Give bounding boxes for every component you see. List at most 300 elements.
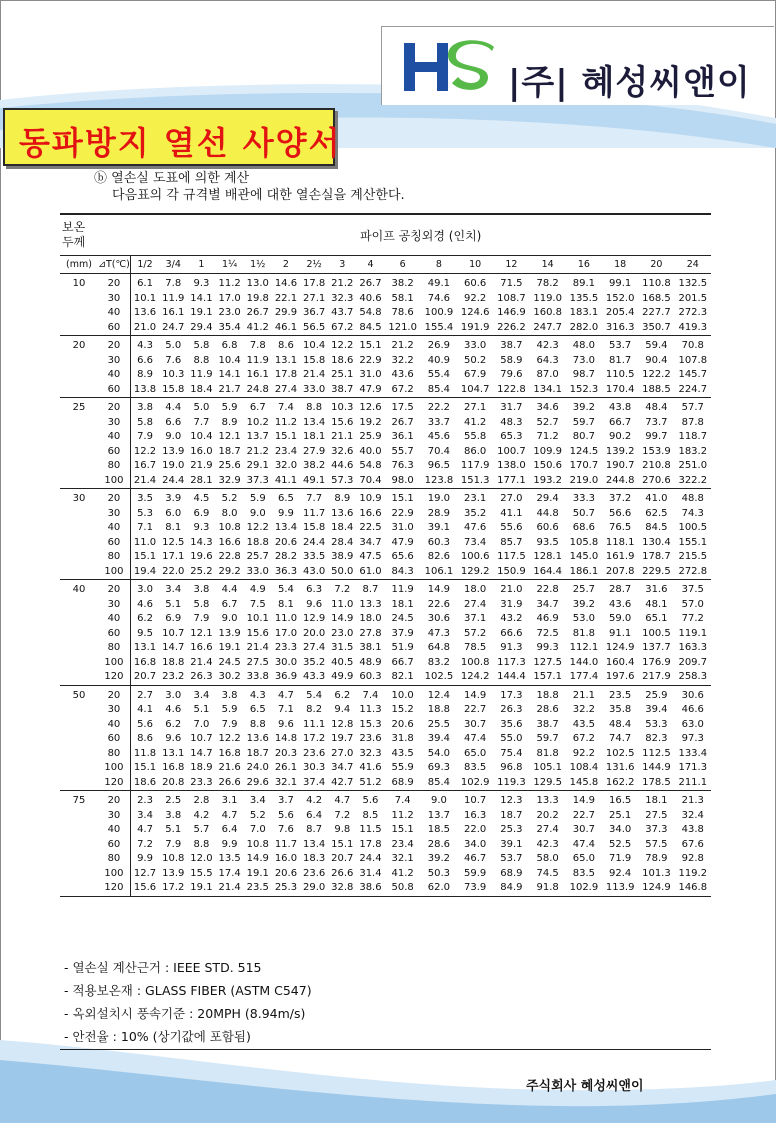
heat-loss-value-cell: 16.0 xyxy=(190,445,213,457)
table-row xyxy=(60,274,711,292)
heat-loss-value-cell: 144.9 xyxy=(642,762,671,773)
heat-loss-value-cell: 58.1 xyxy=(391,292,414,304)
heat-loss-value-cell: 21.4 xyxy=(130,474,159,489)
heat-loss-value-cell: 33.3 xyxy=(572,493,596,504)
heat-loss-value-cell: 30.6 xyxy=(427,613,451,624)
heat-loss-value-cell: 83.5 xyxy=(572,867,596,879)
heat-loss-value-cell: 19.1 xyxy=(218,642,241,653)
note-item: - 열손실 계산근거 : IEEE STD. 515 xyxy=(64,960,262,975)
heat-loss-value-cell: 18.1 xyxy=(645,795,668,806)
heat-loss-value-cell: 78.2 xyxy=(536,278,559,289)
heat-loss-value-cell: 25.9 xyxy=(645,689,668,701)
heat-loss-value-cell: 177.4 xyxy=(566,670,602,685)
thickness-cell xyxy=(60,627,98,642)
heat-loss-value-cell: 15.1 xyxy=(133,762,157,773)
delta-t-cell: 80 xyxy=(98,459,130,474)
heat-loss-value-cell: 144.0 xyxy=(569,656,599,668)
heat-loss-value-cell: 49.1 xyxy=(427,278,451,289)
heat-loss-value-cell: 25.7 xyxy=(572,584,596,595)
heat-loss-value-cell: 12.2 xyxy=(246,522,269,533)
heat-loss-value-cell: 9.8 xyxy=(334,824,351,835)
table-row xyxy=(60,747,711,762)
heat-loss-value-cell: 17.0 xyxy=(274,627,298,639)
heat-loss-value-cell: 3.4 xyxy=(165,584,182,595)
heat-loss-value-cell: 23.6 xyxy=(302,867,326,879)
heat-loss-value-cell: 186.1 xyxy=(566,565,602,580)
heat-loss-value-cell: 15.1 xyxy=(331,838,354,850)
heat-loss-value-cell: 12.2 xyxy=(331,340,354,351)
heat-loss-value-cell: 15.8 xyxy=(302,354,326,366)
heat-loss-value-cell: 7.9 xyxy=(193,613,210,624)
heat-loss-value-cell: 27.4 xyxy=(536,824,559,835)
heat-loss-value-cell: 102.9 xyxy=(457,776,493,791)
heat-loss-value-cell: 124.2 xyxy=(457,670,493,685)
heat-loss-value-cell: 4.3 xyxy=(249,689,266,701)
heat-loss-value-cell: 11.8 xyxy=(133,747,157,759)
thickness-cell xyxy=(60,732,98,747)
heat-loss-value-cell: 74.7 xyxy=(609,733,632,744)
heat-loss-value-cell: 82.3 xyxy=(645,733,668,744)
heat-loss-value-cell: 108.7 xyxy=(497,292,526,304)
heat-loss-value-cell: 6.3 xyxy=(306,584,323,595)
heat-loss-value-cell: 18.4 xyxy=(187,383,215,398)
heat-loss-value-cell: 7.0 xyxy=(249,824,266,835)
heat-loss-value-cell: 35.2 xyxy=(464,507,487,519)
heat-loss-value-cell: 18.9 xyxy=(190,762,213,773)
heat-loss-value-cell: 21.0 xyxy=(500,584,523,595)
heat-loss-value-cell: 65.6 xyxy=(391,551,414,562)
heat-loss-value-cell: 84.5 xyxy=(356,321,384,336)
heat-loss-value-cell: 23.5 xyxy=(609,689,632,701)
heat-loss-value-cell: 7.8 xyxy=(165,278,182,289)
heat-loss-value-cell: 9.6 xyxy=(277,718,294,730)
heat-loss-value-cell: 67.2 xyxy=(328,321,356,336)
heat-loss-value-cell: 13.3 xyxy=(359,598,382,610)
heat-loss-value-cell: 27.5 xyxy=(246,656,269,668)
heat-loss-value-cell: 55.4 xyxy=(427,369,451,380)
heat-loss-value-cell: 128.1 xyxy=(533,551,562,562)
delta-t-cell: 100 xyxy=(98,474,130,489)
heat-loss-value-cell: 2.3 xyxy=(137,795,153,806)
heat-loss-value-cell: 87.0 xyxy=(536,369,559,380)
heat-loss-value-cell: 65.1 xyxy=(645,613,668,624)
heat-loss-value-cell: 11.7 xyxy=(302,507,326,519)
heat-loss-value-cell: 350.7 xyxy=(638,321,674,336)
heat-loss-value-cell: 42.3 xyxy=(536,340,559,351)
table-row xyxy=(60,521,711,536)
heat-loss-value-cell: 35.6 xyxy=(500,718,523,730)
heat-loss-value-cell: 7.2 xyxy=(334,809,351,821)
heat-loss-value-cell: 3.7 xyxy=(277,795,294,806)
heat-loss-value-cell: 11.3 xyxy=(359,704,382,715)
heat-loss-value-cell: 6.2 xyxy=(334,689,351,701)
heat-loss-value-cell: 33.0 xyxy=(464,340,487,351)
heat-loss-value-cell: 3.0 xyxy=(165,689,182,701)
heat-loss-value-cell: 177.1 xyxy=(493,474,529,489)
heat-loss-value-cell: 10.8 xyxy=(218,522,241,533)
heat-loss-value-cell: 13.4 xyxy=(302,416,326,428)
table-row xyxy=(60,627,711,642)
heat-loss-value-cell: 11.2 xyxy=(218,278,241,289)
heat-loss-value-cell: 27.1 xyxy=(302,292,326,304)
size-header-cell: 1 xyxy=(187,256,215,274)
heat-loss-value-cell: 8.9 xyxy=(137,369,153,380)
delta-t-cell: 60 xyxy=(98,445,130,460)
table-row xyxy=(60,368,711,383)
heat-loss-value-cell: 226.2 xyxy=(493,321,529,336)
heat-loss-value-cell: 193.2 xyxy=(530,474,566,489)
heat-loss-value-cell: 36.3 xyxy=(272,565,300,580)
heat-loss-value-cell: 58.9 xyxy=(500,354,523,366)
heat-loss-value-cell: 5.9 xyxy=(221,704,238,715)
delta-t-cell: 60 xyxy=(98,536,130,551)
heat-loss-value-cell: 25.7 xyxy=(246,551,269,562)
heat-loss-value-cell: 8.8 xyxy=(306,402,323,413)
heat-loss-value-cell: 18.7 xyxy=(218,445,241,457)
heat-loss-value-cell: 100.5 xyxy=(678,522,708,533)
heat-loss-value-cell: 86.0 xyxy=(464,445,487,457)
thickness-cell xyxy=(60,761,98,776)
heat-loss-value-cell: 26.6 xyxy=(216,776,244,791)
heat-loss-value-cell: 66.7 xyxy=(391,656,414,668)
heat-loss-value-cell: 96.8 xyxy=(500,762,523,773)
heat-loss-value-cell: 16.8 xyxy=(218,747,241,759)
delta-t-cell: 30 xyxy=(98,703,130,718)
heat-loss-value-cell: 10.2 xyxy=(246,416,269,428)
heat-loss-value-cell: 54.8 xyxy=(359,460,382,471)
delta-t-cell: 30 xyxy=(98,507,130,522)
heat-loss-value-cell: 25.3 xyxy=(500,824,523,835)
heat-loss-value-cell: 11.9 xyxy=(246,354,269,366)
heat-loss-value-cell: 119.3 xyxy=(493,776,529,791)
heat-loss-value-cell: 48.8 xyxy=(681,493,704,504)
delta-t-cell: 20 xyxy=(98,580,130,598)
heat-loss-value-cell: 80.7 xyxy=(572,431,596,442)
size-header-cell: 10 xyxy=(457,256,493,274)
heat-loss-value-cell: 12.6 xyxy=(359,402,382,413)
thickness-cell xyxy=(60,838,98,853)
heat-loss-value-cell: 74.6 xyxy=(427,292,451,304)
heat-loss-value-cell: 30.0 xyxy=(274,656,298,668)
heat-loss-value-cell: 16.3 xyxy=(464,809,487,821)
heat-loss-value-cell: 4.3 xyxy=(137,340,153,351)
heat-loss-value-cell: 12.4 xyxy=(427,689,451,701)
heat-loss-value-cell: 27.8 xyxy=(359,627,382,639)
heat-loss-value-cell: 61.0 xyxy=(356,565,384,580)
heat-loss-value-cell: 13.4 xyxy=(274,522,298,533)
heat-loss-value-cell: 145.8 xyxy=(566,776,602,791)
size-header-cell: 1½ xyxy=(244,256,272,274)
size-header-cell: 20 xyxy=(638,256,674,274)
size-header-cell: 2½ xyxy=(300,256,328,274)
thickness-header: 보온 두께 xyxy=(60,214,98,256)
heat-loss-value-cell: 210.8 xyxy=(642,460,671,471)
heat-loss-value-cell: 11.7 xyxy=(274,838,298,850)
delta-t-cell: 20 xyxy=(98,791,130,809)
heat-loss-value-cell: 55.0 xyxy=(500,733,523,744)
heat-loss-value-cell: 112.1 xyxy=(569,642,599,653)
heat-loss-value-cell: 8.9 xyxy=(221,416,238,428)
delta-t-cell: 20 xyxy=(98,274,130,292)
heat-loss-value-cell: 129.5 xyxy=(530,776,566,791)
intro-line-1: ⓑ 열손실 도표에 의한 계산 xyxy=(94,171,250,186)
heat-loss-value-cell: 7.1 xyxy=(137,522,153,533)
heat-loss-value-cell: 53.7 xyxy=(500,853,523,864)
heat-loss-value-cell: 90.4 xyxy=(645,354,668,366)
heat-loss-value-cell: 119.0 xyxy=(533,292,562,304)
heat-loss-value-cell: 68.9 xyxy=(385,776,421,791)
heat-loss-value-cell: 3.8 xyxy=(165,809,182,821)
heat-loss-value-cell: 32.1 xyxy=(391,853,414,864)
heat-loss-value-cell: 27.4 xyxy=(464,598,487,610)
thickness-cell xyxy=(60,321,98,336)
heat-loss-value-cell: 79.6 xyxy=(500,369,523,380)
heat-loss-value-cell: 11.0 xyxy=(331,598,354,610)
heat-loss-value-cell: 43.8 xyxy=(609,402,632,413)
heat-loss-value-cell: 21.2 xyxy=(331,278,354,289)
thickness-cell xyxy=(60,823,98,838)
heat-loss-value-cell: 34.0 xyxy=(464,838,487,850)
heat-loss-value-cell: 23.6 xyxy=(359,733,382,744)
heat-loss-value-cell: 31.7 xyxy=(500,402,523,413)
heat-loss-value-cell: 43.6 xyxy=(609,598,632,610)
heat-loss-value-cell: 102.5 xyxy=(421,670,457,685)
heat-loss-value-cell: 27.5 xyxy=(645,809,668,821)
heat-loss-value-cell: 9.0 xyxy=(430,795,447,806)
heat-loss-value-cell: 5.6 xyxy=(137,718,153,730)
table-row xyxy=(60,641,711,656)
footer-company: 주식회사 혜성씨앤이 xyxy=(526,1079,644,1094)
thickness-cell: 50 xyxy=(72,689,86,701)
heat-loss-value-cell: 22.6 xyxy=(427,598,451,610)
heat-loss-value-cell: 21.9 xyxy=(190,460,213,471)
heat-loss-value-cell: 91.8 xyxy=(530,881,566,896)
heat-loss-value-cell: 18.1 xyxy=(391,598,414,610)
heat-loss-value-cell: 28.2 xyxy=(274,551,298,562)
thickness-cell xyxy=(60,445,98,460)
heat-loss-value-cell: 176.9 xyxy=(642,656,671,668)
delta-t-cell: 30 xyxy=(98,292,130,307)
company-logo xyxy=(381,26,774,105)
heat-loss-value-cell: 2.7 xyxy=(137,689,153,701)
heat-loss-value-cell: 8.1 xyxy=(165,522,182,533)
table-row xyxy=(60,383,711,398)
heat-loss-value-cell: 41.1 xyxy=(272,474,300,489)
heat-loss-value-cell: 11.2 xyxy=(391,809,414,821)
heat-loss-value-cell: 11.9 xyxy=(190,369,213,380)
heat-loss-value-cell: 55.6 xyxy=(500,522,523,533)
heat-loss-value-cell: 22.0 xyxy=(464,824,487,835)
heat-loss-value-cell: 5.8 xyxy=(137,416,153,428)
heat-loss-value-cell: 23.4 xyxy=(274,445,298,457)
thickness-cell xyxy=(60,747,98,762)
heat-loss-value-cell: 5.8 xyxy=(193,598,210,610)
heat-loss-value-cell: 117.3 xyxy=(497,656,526,668)
heat-loss-value-cell: 31.0 xyxy=(391,522,414,533)
thickness-cell xyxy=(60,368,98,383)
heat-loss-value-cell: 96.5 xyxy=(427,460,451,471)
delta-t-cell: 80 xyxy=(98,852,130,867)
heat-loss-value-cell: 229.5 xyxy=(638,565,674,580)
heat-loss-value-cell: 10.3 xyxy=(162,369,185,380)
heat-loss-value-cell: 11.0 xyxy=(274,613,298,624)
heat-loss-value-cell: 31.5 xyxy=(331,642,354,653)
heat-loss-value-cell: 13.7 xyxy=(246,431,269,442)
heat-loss-value-cell: 32.6 xyxy=(331,445,354,457)
heat-loss-value-cell: 5.1 xyxy=(165,824,182,835)
heat-loss-value-cell: 13.7 xyxy=(427,809,451,821)
heat-loss-value-cell: 10.8 xyxy=(246,838,269,850)
heat-loss-value-cell: 91.3 xyxy=(500,642,523,653)
heat-loss-value-cell: 37.2 xyxy=(609,493,632,504)
heat-loss-value-cell: 10.4 xyxy=(190,431,213,442)
heat-loss-value-cell: 17.5 xyxy=(391,402,414,413)
heat-loss-value-cell: 70.4 xyxy=(427,445,451,457)
heat-loss-value-cell: 99.1 xyxy=(609,278,632,289)
heat-loss-value-cell: 4.2 xyxy=(193,809,210,821)
heat-loss-value-cell: 7.4 xyxy=(362,689,379,701)
heat-loss-value-cell: 129.2 xyxy=(457,565,493,580)
heat-loss-value-cell: 44.8 xyxy=(536,507,559,519)
heat-loss-value-cell: 59.4 xyxy=(645,340,668,351)
heat-loss-value-cell: 38.7 xyxy=(500,340,523,351)
heat-loss-value-cell: 152.3 xyxy=(566,383,602,398)
heat-loss-value-cell: 16.1 xyxy=(162,307,185,318)
heat-loss-value-cell: 84.5 xyxy=(645,522,668,533)
heat-loss-value-cell: 6.8 xyxy=(221,340,238,351)
heat-loss-value-cell: 34.0 xyxy=(609,824,632,835)
heat-loss-value-cell: 163.3 xyxy=(678,642,708,653)
thickness-cell xyxy=(60,809,98,824)
heat-loss-value-cell: 32.4 xyxy=(681,809,704,821)
heat-loss-value-cell: 39.2 xyxy=(427,853,451,864)
heat-loss-value-cell: 60.6 xyxy=(536,522,559,533)
heat-loss-value-cell: 9.9 xyxy=(221,838,238,850)
heat-loss-value-cell: 25.3 xyxy=(272,881,300,896)
heat-loss-value-cell: 20.3 xyxy=(274,747,298,759)
heat-loss-value-cell: 16.0 xyxy=(274,853,298,864)
heat-loss-value-cell: 9.9 xyxy=(277,507,294,519)
heat-loss-value-cell: 10.7 xyxy=(190,733,213,744)
heat-loss-value-cell: 37.4 xyxy=(300,776,328,791)
heat-loss-value-cell: 24.4 xyxy=(159,474,187,489)
heat-loss-value-cell: 119.1 xyxy=(678,627,708,639)
thickness-cell: 25 xyxy=(72,402,86,413)
table-row xyxy=(60,565,711,580)
heat-loss-value-cell: 14.3 xyxy=(190,536,213,548)
unit-mm: (mm) xyxy=(60,256,98,274)
heat-loss-value-cell: 7.9 xyxy=(137,431,153,442)
heat-loss-value-cell: 19.4 xyxy=(130,565,159,580)
heat-loss-value-cell: 48.4 xyxy=(609,718,632,730)
heat-loss-value-cell: 9.3 xyxy=(193,278,210,289)
heat-loss-value-cell: 54.8 xyxy=(359,307,382,318)
heat-loss-value-cell: 7.4 xyxy=(394,795,411,806)
heat-loss-value-cell: 22.8 xyxy=(536,584,559,595)
table-row xyxy=(60,398,711,416)
heat-loss-value-cell: 13.9 xyxy=(218,627,241,639)
heat-loss-value-cell: 161.9 xyxy=(605,551,635,562)
heat-loss-value-cell: 9.3 xyxy=(193,522,210,533)
heat-loss-value-cell: 8.5 xyxy=(362,809,379,821)
heat-loss-value-cell: 63.0 xyxy=(681,718,704,730)
heat-loss-value-cell: 272.8 xyxy=(675,565,711,580)
heat-loss-value-cell: 30.2 xyxy=(216,670,244,685)
heat-loss-value-cell: 4.7 xyxy=(334,795,351,806)
heat-loss-value-cell: 7.2 xyxy=(334,584,351,595)
heat-loss-value-cell: 83.5 xyxy=(464,762,487,773)
table-row xyxy=(60,823,711,838)
table-row xyxy=(60,430,711,445)
delta-t-cell: 40 xyxy=(98,430,130,445)
heat-loss-value-cell: 162.2 xyxy=(602,776,638,791)
table-row xyxy=(60,761,711,776)
heat-loss-value-cell: 3.4 xyxy=(249,795,266,806)
heat-loss-value-cell: 8.7 xyxy=(362,584,379,595)
delta-t-cell: 40 xyxy=(98,718,130,733)
delta-t-cell: 100 xyxy=(98,565,130,580)
heat-loss-value-cell: 48.3 xyxy=(500,416,523,428)
heat-loss-value-cell: 59.7 xyxy=(572,416,596,428)
heat-loss-value-cell: 9.6 xyxy=(165,733,182,744)
heat-loss-value-cell: 21.4 xyxy=(302,369,326,380)
heat-loss-value-cell: 40.9 xyxy=(427,354,451,366)
heat-loss-value-cell: 13.9 xyxy=(162,445,185,457)
heat-loss-value-cell: 99.3 xyxy=(536,642,559,653)
heat-loss-value-cell: 5.1 xyxy=(193,704,210,715)
heat-loss-value-cell: 155.4 xyxy=(421,321,457,336)
heat-loss-value-cell: 74.3 xyxy=(681,507,704,519)
heat-loss-value-cell: 57.7 xyxy=(681,402,704,413)
heat-loss-value-cell: 15.6 xyxy=(130,881,159,896)
heat-loss-value-cell: 15.1 xyxy=(133,551,157,562)
heat-loss-value-cell: 48.0 xyxy=(572,340,596,351)
heat-loss-value-cell: 18.8 xyxy=(536,689,559,701)
heat-loss-value-cell: 107.8 xyxy=(678,354,708,366)
heat-loss-value-cell: 92.2 xyxy=(572,747,596,759)
heat-loss-value-cell: 32.0 xyxy=(274,460,298,471)
heat-loss-value-cell: 48.9 xyxy=(359,656,382,668)
delta-t-cell: 80 xyxy=(98,550,130,565)
heat-loss-value-cell: 17.2 xyxy=(159,881,187,896)
table-row xyxy=(60,598,711,613)
heat-loss-value-cell: 73.7 xyxy=(645,416,668,428)
heat-loss-value-cell: 46.9 xyxy=(536,613,559,624)
table-row xyxy=(60,459,711,474)
heat-loss-value-cell: 59.0 xyxy=(609,613,632,624)
heat-loss-value-cell: 113.9 xyxy=(602,881,638,896)
heat-loss-value-cell: 24.4 xyxy=(302,536,326,548)
heat-loss-value-cell: 5.4 xyxy=(277,584,294,595)
note-item: - 안전율 : 10% (상기값에 포함됨) xyxy=(64,1029,251,1044)
size-header-cell: 2 xyxy=(272,256,300,274)
heat-loss-value-cell: 47.9 xyxy=(391,536,414,548)
heat-loss-value-cell: 251.0 xyxy=(678,460,708,471)
heat-loss-value-cell: 71.5 xyxy=(500,278,523,289)
heat-loss-value-cell: 11.9 xyxy=(162,292,185,304)
heat-loss-value-cell: 16.6 xyxy=(218,536,241,548)
heat-loss-value-cell: 71.2 xyxy=(536,431,559,442)
heat-loss-value-cell: 14.7 xyxy=(190,747,213,759)
heat-loss-value-cell: 17.8 xyxy=(274,369,298,380)
table-row xyxy=(60,580,711,598)
heat-loss-value-cell: 123.8 xyxy=(421,474,457,489)
thickness-cell xyxy=(60,565,98,580)
heat-loss-value-cell: 4.4 xyxy=(221,584,238,595)
heat-loss-value-cell: 34.6 xyxy=(536,402,559,413)
heat-loss-value-cell: 25.2 xyxy=(187,565,215,580)
heat-loss-value-cell: 25.5 xyxy=(427,718,451,730)
